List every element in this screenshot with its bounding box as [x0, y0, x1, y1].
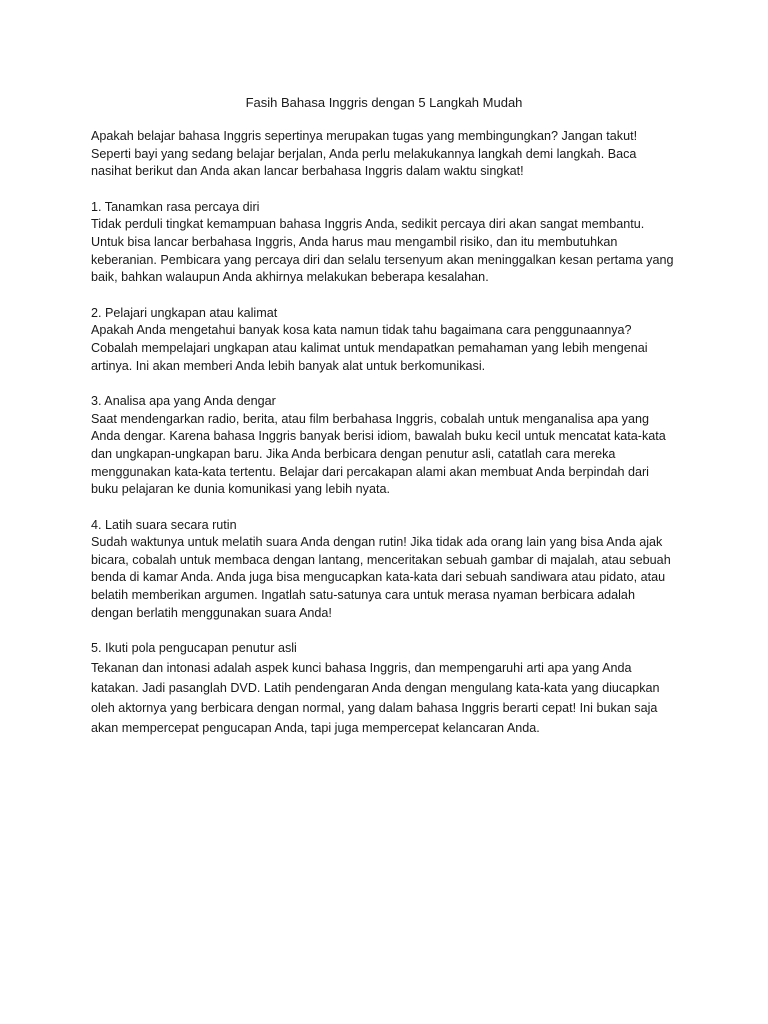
section-5 [91, 640, 676, 738]
document-body [91, 128, 676, 756]
section-heading: 4. Latih suara secara rutin [91, 517, 237, 532]
section-body: Sudah waktunya untuk melatih suara Anda dengan rutin! Jika tidak ada orang lain yang bisa Anda ajak bicara, cobalah untuk membaca dengan lantang, menceritakan sebuah gambar di majalah, atau sebuah benda di kamar Anda. Anda juga bisa mengucapkan kata-kata dari sebuah sandiwara atau pidato, atau belatih memberikan argumen. Ingatlah satu-satunya cara untuk merasa nyaman berbicara adalah dengan berlatih menggunakan suara Anda! [91, 535, 671, 620]
section-heading: 3. Analisa apa yang Anda dengar [91, 394, 276, 409]
section-heading: 2. Pelajari ungkapan atau kalimat [91, 305, 278, 320]
section-3 [91, 393, 676, 499]
section-1 [91, 199, 676, 287]
section-body: Apakah Anda mengetahui banyak kosa kata namun tidak tahu bagaimana cara penggunaannya? Cobalah mempelajari ungkapan atau kalimat untuk mendapatkan pemahaman yang lebih mengenai artinya. Ini akan memberi Anda lebih banyak alat untuk berkomunikasi. [91, 323, 648, 373]
section-body: Tidak perduli tingkat kemampuan bahasa Inggris Anda, sedikit percaya diri akan sangat membantu. Untuk bisa lancar berbahasa Inggris, Anda harus mau mengambil risiko, dan itu membutuhkan keberanian. Pembicara yang percaya diri dan selalu tersenyum akan meninggalkan kesan pertama yang baik, bahkan walaupun Anda akhirnya melakukan beberapa kesalahan. [91, 217, 674, 285]
section-2 [91, 305, 676, 375]
section-body: Saat mendengarkan radio, berita, atau film berbahasa Inggris, cobalah untuk menganalisa apa yang Anda dengar. Karena bahasa Inggris banyak berisi idiom, bawalah buku kecil untuk mencatat kata-kata dan ungkapan-ungkapan baru. Jika Anda berbicara dengan penutur asli, catatlah cara mereka menggunakan kata-kata tertentu. Belajar dari percakapan alami akan membuat Anda berpindah dari buku pelajaran ke dunia komunikasi yang lebih nyata. [91, 411, 666, 497]
section-heading: 1. Tanamkan rasa percaya diri [91, 199, 260, 214]
section-heading: 5. Ikuti pola pengucapan penutur asli [91, 641, 297, 656]
section-body: Tekanan dan intonasi adalah aspek kunci bahasa Inggris, dan mempengaruhi arti apa yang Anda katakan. Jadi pasanglah DVD. Latih pendengaran Anda dengan mengulang kata-kata yang diucapkan oleh aktornya yang berbicara dengan normal, yang dalam bahasa Inggris berarti cepat! Ini bukan saja akan mempercepat pengucapan Anda, tapi juga mempercepat kelancaran Anda. [91, 660, 660, 735]
document-title: Fasih Bahasa Inggris dengan 5 Langkah Mudah [245, 95, 523, 110]
intro-paragraph: Apakah belajar bahasa Inggris sepertinya merupakan tugas yang membingungkan? Jangan takut! Seperti bayi yang sedang belajar berjalan, Anda perlu melakukannya langkah demi langkah. Baca nasihat berikut dan Anda akan lancar berbahasa Inggris dalam waktu singkat! [91, 129, 638, 179]
section-4 [91, 517, 676, 623]
